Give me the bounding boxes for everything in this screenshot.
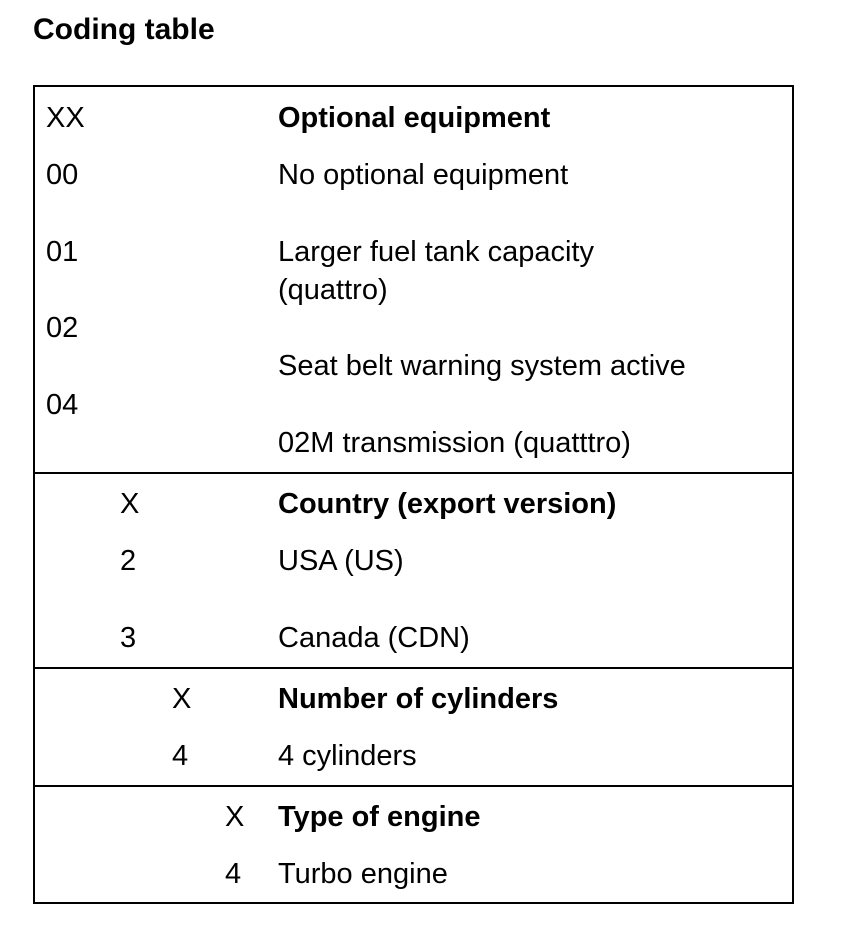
code-description: Canada (CDN) (278, 622, 470, 654)
code-value: 4 (172, 740, 189, 772)
section-divider (35, 667, 792, 669)
code-value: 01 (46, 236, 79, 268)
code-description: 02M transmission (quatttro) (278, 427, 631, 459)
code-description: USA (US) (278, 545, 404, 577)
section-divider (35, 785, 792, 787)
section-heading: Number of cylinders (278, 683, 559, 715)
code-value: 4 (225, 858, 242, 890)
code-description: Seat belt warning system active (278, 350, 686, 382)
code-value: 02 (46, 312, 79, 344)
section-divider (35, 472, 792, 474)
code-description: Larger fuel tank capacity (278, 236, 594, 268)
section-code-header: X (120, 488, 140, 520)
code-value: 3 (120, 622, 137, 654)
code-description: 4 cylinders (278, 740, 417, 772)
section-code-header: X (172, 683, 192, 715)
section-heading: Country (export version) (278, 488, 617, 520)
section-heading: Type of engine (278, 801, 481, 833)
code-description: No optional equipment (278, 159, 569, 191)
coding-table (33, 85, 794, 904)
code-description: Turbo engine (278, 858, 448, 890)
code-value: 04 (46, 389, 79, 421)
section-heading: Optional equipment (278, 102, 551, 134)
code-value: 2 (120, 545, 137, 577)
page-title: Coding table (33, 13, 215, 46)
code-description: (quattro) (278, 274, 388, 306)
section-code-header: XX (46, 102, 85, 134)
code-value: 00 (46, 159, 79, 191)
section-code-header: X (225, 801, 245, 833)
